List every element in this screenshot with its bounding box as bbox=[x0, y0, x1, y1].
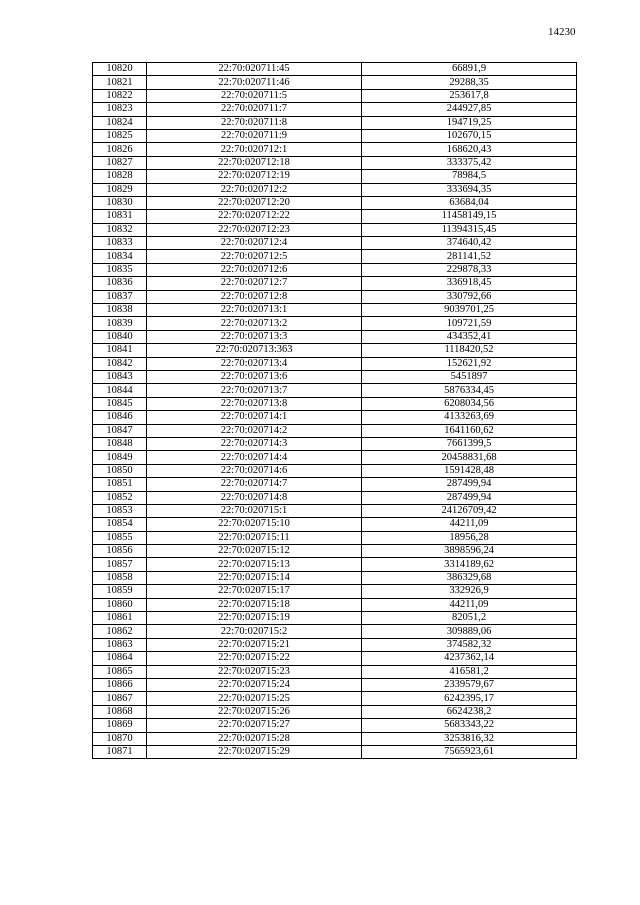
cadastral-number-cell: 22:70:020712:20 bbox=[147, 196, 362, 209]
cadastral-number-cell: 22:70:020711:9 bbox=[147, 129, 362, 142]
value-cell: 333375,42 bbox=[362, 156, 577, 169]
table-row bbox=[93, 638, 577, 651]
table-row bbox=[93, 478, 577, 491]
cadastral-number-cell: 22:70:020715:12 bbox=[147, 545, 362, 558]
table-row bbox=[93, 625, 577, 638]
row-number-cell: 10837 bbox=[93, 290, 147, 303]
row-number-cell: 10830 bbox=[93, 196, 147, 209]
value-cell: 6242395,17 bbox=[362, 692, 577, 705]
value-cell: 1641160,62 bbox=[362, 424, 577, 437]
row-number-cell: 10828 bbox=[93, 170, 147, 183]
table-row bbox=[93, 156, 577, 169]
row-number-cell: 10865 bbox=[93, 665, 147, 678]
value-cell: 5683343,22 bbox=[362, 719, 577, 732]
value-cell: 4237362,14 bbox=[362, 652, 577, 665]
cadastral-number-cell: 22:70:020715:26 bbox=[147, 705, 362, 718]
row-number-cell: 10850 bbox=[93, 464, 147, 477]
row-number-cell: 10836 bbox=[93, 277, 147, 290]
table-row bbox=[93, 76, 577, 89]
table-row bbox=[93, 63, 577, 76]
cadastral-number-cell: 22:70:020715:18 bbox=[147, 598, 362, 611]
value-cell: 102670,15 bbox=[362, 129, 577, 142]
table-row bbox=[93, 719, 577, 732]
value-cell: 2339579,67 bbox=[362, 678, 577, 691]
cadastral-number-cell: 22:70:020715:10 bbox=[147, 518, 362, 531]
row-number-cell: 10834 bbox=[93, 250, 147, 263]
cadastral-number-cell: 22:70:020714:2 bbox=[147, 424, 362, 437]
row-number-cell: 10822 bbox=[93, 89, 147, 102]
value-cell: 29288,35 bbox=[362, 76, 577, 89]
cadastral-number-cell: 22:70:020711:45 bbox=[147, 63, 362, 76]
table-row bbox=[93, 424, 577, 437]
table-row bbox=[93, 558, 577, 571]
row-number-cell: 10835 bbox=[93, 263, 147, 276]
cadastral-number-cell: 22:70:020715:1 bbox=[147, 504, 362, 517]
value-cell: 333694,35 bbox=[362, 183, 577, 196]
value-cell: 4133263,69 bbox=[362, 411, 577, 424]
value-cell: 194719,25 bbox=[362, 116, 577, 129]
value-cell: 281141,52 bbox=[362, 250, 577, 263]
value-cell: 332926,9 bbox=[362, 585, 577, 598]
row-number-cell: 10868 bbox=[93, 705, 147, 718]
row-number-cell: 10870 bbox=[93, 732, 147, 745]
table-row bbox=[93, 103, 577, 116]
value-cell: 374640,42 bbox=[362, 237, 577, 250]
cadastral-number-cell: 22:70:020715:14 bbox=[147, 571, 362, 584]
value-cell: 6208034,56 bbox=[362, 397, 577, 410]
cadastral-number-cell: 22:70:020715:17 bbox=[147, 585, 362, 598]
row-number-cell: 10860 bbox=[93, 598, 147, 611]
page-number: 14230 bbox=[548, 26, 576, 38]
value-cell: 336918,45 bbox=[362, 277, 577, 290]
cadastral-number-cell: 22:70:020715:13 bbox=[147, 558, 362, 571]
row-number-cell: 10853 bbox=[93, 504, 147, 517]
cadastral-number-cell: 22:70:020712:19 bbox=[147, 170, 362, 183]
row-number-cell: 10832 bbox=[93, 223, 147, 236]
cadastral-number-cell: 22:70:020712:18 bbox=[147, 156, 362, 169]
value-cell: 330792,66 bbox=[362, 290, 577, 303]
value-cell: 5876334,45 bbox=[362, 384, 577, 397]
table-row bbox=[93, 277, 577, 290]
value-cell: 7661399,5 bbox=[362, 437, 577, 450]
cadastral-number-cell: 22:70:020712:5 bbox=[147, 250, 362, 263]
row-number-cell: 10846 bbox=[93, 411, 147, 424]
value-cell: 3898596,24 bbox=[362, 545, 577, 558]
row-number-cell: 10826 bbox=[93, 143, 147, 156]
cadastral-number-cell: 22:70:020715:28 bbox=[147, 732, 362, 745]
cadastral-number-cell: 22:70:020715:23 bbox=[147, 665, 362, 678]
row-number-cell: 10869 bbox=[93, 719, 147, 732]
value-cell: 416581,2 bbox=[362, 665, 577, 678]
row-number-cell: 10843 bbox=[93, 370, 147, 383]
row-number-cell: 10840 bbox=[93, 330, 147, 343]
table-row bbox=[93, 223, 577, 236]
table-body bbox=[93, 63, 577, 759]
cadastral-value-table bbox=[92, 62, 577, 759]
table-row bbox=[93, 491, 577, 504]
value-cell: 7565923,61 bbox=[362, 745, 577, 758]
value-cell: 244927,85 bbox=[362, 103, 577, 116]
cadastral-number-cell: 22:70:020713:363 bbox=[147, 344, 362, 357]
value-cell: 11458149,15 bbox=[362, 210, 577, 223]
row-number-cell: 10854 bbox=[93, 518, 147, 531]
table-row bbox=[93, 89, 577, 102]
cadastral-number-cell: 22:70:020714:3 bbox=[147, 437, 362, 450]
value-cell: 229878,33 bbox=[362, 263, 577, 276]
value-cell: 374582,32 bbox=[362, 638, 577, 651]
value-cell: 152621,92 bbox=[362, 357, 577, 370]
row-number-cell: 10864 bbox=[93, 652, 147, 665]
value-cell: 287499,94 bbox=[362, 491, 577, 504]
cadastral-number-cell: 22:70:020713:8 bbox=[147, 397, 362, 410]
row-number-cell: 10847 bbox=[93, 424, 147, 437]
value-cell: 66891,9 bbox=[362, 63, 577, 76]
value-cell: 44211,09 bbox=[362, 598, 577, 611]
table-row bbox=[93, 143, 577, 156]
table-row bbox=[93, 437, 577, 450]
table-row bbox=[93, 384, 577, 397]
table-row bbox=[93, 678, 577, 691]
table-row bbox=[93, 451, 577, 464]
row-number-cell: 10821 bbox=[93, 76, 147, 89]
cadastral-number-cell: 22:70:020715:19 bbox=[147, 612, 362, 625]
table-row bbox=[93, 652, 577, 665]
table-row bbox=[93, 518, 577, 531]
row-number-cell: 10851 bbox=[93, 478, 147, 491]
cadastral-number-cell: 22:70:020714:4 bbox=[147, 451, 362, 464]
table-row bbox=[93, 183, 577, 196]
value-cell: 5451897 bbox=[362, 370, 577, 383]
cadastral-number-cell: 22:70:020711:7 bbox=[147, 103, 362, 116]
cadastral-number-cell: 22:70:020713:2 bbox=[147, 317, 362, 330]
table-row bbox=[93, 304, 577, 317]
value-cell: 1591428,48 bbox=[362, 464, 577, 477]
row-number-cell: 10867 bbox=[93, 692, 147, 705]
value-cell: 24126709,42 bbox=[362, 504, 577, 517]
value-cell: 78984,5 bbox=[362, 170, 577, 183]
cadastral-number-cell: 22:70:020712:23 bbox=[147, 223, 362, 236]
table-row bbox=[93, 344, 577, 357]
value-cell: 309889,06 bbox=[362, 625, 577, 638]
row-number-cell: 10825 bbox=[93, 129, 147, 142]
table-row bbox=[93, 196, 577, 209]
cadastral-number-cell: 22:70:020712:22 bbox=[147, 210, 362, 223]
row-number-cell: 10839 bbox=[93, 317, 147, 330]
table-row bbox=[93, 263, 577, 276]
row-number-cell: 10857 bbox=[93, 558, 147, 571]
value-cell: 1118420,52 bbox=[362, 344, 577, 357]
row-number-cell: 10842 bbox=[93, 357, 147, 370]
value-cell: 109721,59 bbox=[362, 317, 577, 330]
row-number-cell: 10838 bbox=[93, 304, 147, 317]
cadastral-number-cell: 22:70:020715:21 bbox=[147, 638, 362, 651]
value-cell: 3314189,62 bbox=[362, 558, 577, 571]
cadastral-number-cell: 22:70:020715:2 bbox=[147, 625, 362, 638]
row-number-cell: 10827 bbox=[93, 156, 147, 169]
table-row bbox=[93, 545, 577, 558]
cadastral-number-cell: 22:70:020714:6 bbox=[147, 464, 362, 477]
row-number-cell: 10862 bbox=[93, 625, 147, 638]
cadastral-number-cell: 22:70:020711:8 bbox=[147, 116, 362, 129]
row-number-cell: 10829 bbox=[93, 183, 147, 196]
table-row bbox=[93, 370, 577, 383]
cadastral-number-cell: 22:70:020713:4 bbox=[147, 357, 362, 370]
cadastral-number-cell: 22:70:020712:7 bbox=[147, 277, 362, 290]
value-cell: 63684,04 bbox=[362, 196, 577, 209]
row-number-cell: 10866 bbox=[93, 678, 147, 691]
table-row bbox=[93, 116, 577, 129]
value-cell: 3253816,32 bbox=[362, 732, 577, 745]
table-row bbox=[93, 170, 577, 183]
row-number-cell: 10849 bbox=[93, 451, 147, 464]
cadastral-number-cell: 22:70:020712:2 bbox=[147, 183, 362, 196]
cadastral-number-cell: 22:70:020713:3 bbox=[147, 330, 362, 343]
value-cell: 168620,43 bbox=[362, 143, 577, 156]
cadastral-number-cell: 22:70:020714:8 bbox=[147, 491, 362, 504]
cadastral-number-cell: 22:70:020712:1 bbox=[147, 143, 362, 156]
value-cell: 386329,68 bbox=[362, 571, 577, 584]
cadastral-number-cell: 22:70:020712:8 bbox=[147, 290, 362, 303]
value-cell: 434352,41 bbox=[362, 330, 577, 343]
value-cell: 253617,8 bbox=[362, 89, 577, 102]
cadastral-number-cell: 22:70:020713:1 bbox=[147, 304, 362, 317]
cadastral-number-cell: 22:70:020715:29 bbox=[147, 745, 362, 758]
row-number-cell: 10823 bbox=[93, 103, 147, 116]
table-row bbox=[93, 464, 577, 477]
row-number-cell: 10820 bbox=[93, 63, 147, 76]
row-number-cell: 10831 bbox=[93, 210, 147, 223]
table-row bbox=[93, 705, 577, 718]
cadastral-number-cell: 22:70:020711:5 bbox=[147, 89, 362, 102]
table-row bbox=[93, 237, 577, 250]
value-cell: 44211,09 bbox=[362, 518, 577, 531]
value-cell: 11394315,45 bbox=[362, 223, 577, 236]
table-row bbox=[93, 129, 577, 142]
table-row bbox=[93, 290, 577, 303]
value-cell: 6624238,2 bbox=[362, 705, 577, 718]
table-row bbox=[93, 585, 577, 598]
row-number-cell: 10833 bbox=[93, 237, 147, 250]
table-row bbox=[93, 397, 577, 410]
cadastral-number-cell: 22:70:020714:1 bbox=[147, 411, 362, 424]
row-number-cell: 10841 bbox=[93, 344, 147, 357]
value-cell: 82051,2 bbox=[362, 612, 577, 625]
table-row bbox=[93, 250, 577, 263]
row-number-cell: 10871 bbox=[93, 745, 147, 758]
table-row bbox=[93, 317, 577, 330]
table-row bbox=[93, 598, 577, 611]
table-row bbox=[93, 330, 577, 343]
table-row bbox=[93, 692, 577, 705]
cadastral-number-cell: 22:70:020713:7 bbox=[147, 384, 362, 397]
row-number-cell: 10861 bbox=[93, 612, 147, 625]
table-row bbox=[93, 732, 577, 745]
row-number-cell: 10824 bbox=[93, 116, 147, 129]
row-number-cell: 10848 bbox=[93, 437, 147, 450]
row-number-cell: 10863 bbox=[93, 638, 147, 651]
table-row bbox=[93, 210, 577, 223]
cadastral-number-cell: 22:70:020715:27 bbox=[147, 719, 362, 732]
cadastral-number-cell: 22:70:020715:22 bbox=[147, 652, 362, 665]
value-cell: 20458831,68 bbox=[362, 451, 577, 464]
cadastral-number-cell: 22:70:020715:24 bbox=[147, 678, 362, 691]
value-cell: 18956,28 bbox=[362, 531, 577, 544]
cadastral-number-cell: 22:70:020714:7 bbox=[147, 478, 362, 491]
table-row bbox=[93, 504, 577, 517]
cadastral-number-cell: 22:70:020712:6 bbox=[147, 263, 362, 276]
table-row bbox=[93, 531, 577, 544]
value-cell: 287499,94 bbox=[362, 478, 577, 491]
table-row bbox=[93, 571, 577, 584]
row-number-cell: 10852 bbox=[93, 491, 147, 504]
cadastral-number-cell: 22:70:020711:46 bbox=[147, 76, 362, 89]
value-cell: 9039701,25 bbox=[362, 304, 577, 317]
table-row bbox=[93, 411, 577, 424]
row-number-cell: 10859 bbox=[93, 585, 147, 598]
table-row bbox=[93, 745, 577, 758]
table-row bbox=[93, 612, 577, 625]
cadastral-number-cell: 22:70:020715:11 bbox=[147, 531, 362, 544]
cadastral-number-cell: 22:70:020715:25 bbox=[147, 692, 362, 705]
row-number-cell: 10845 bbox=[93, 397, 147, 410]
row-number-cell: 10858 bbox=[93, 571, 147, 584]
row-number-cell: 10856 bbox=[93, 545, 147, 558]
table-row bbox=[93, 665, 577, 678]
cadastral-number-cell: 22:70:020713:6 bbox=[147, 370, 362, 383]
table-row bbox=[93, 357, 577, 370]
row-number-cell: 10855 bbox=[93, 531, 147, 544]
cadastral-number-cell: 22:70:020712:4 bbox=[147, 237, 362, 250]
row-number-cell: 10844 bbox=[93, 384, 147, 397]
